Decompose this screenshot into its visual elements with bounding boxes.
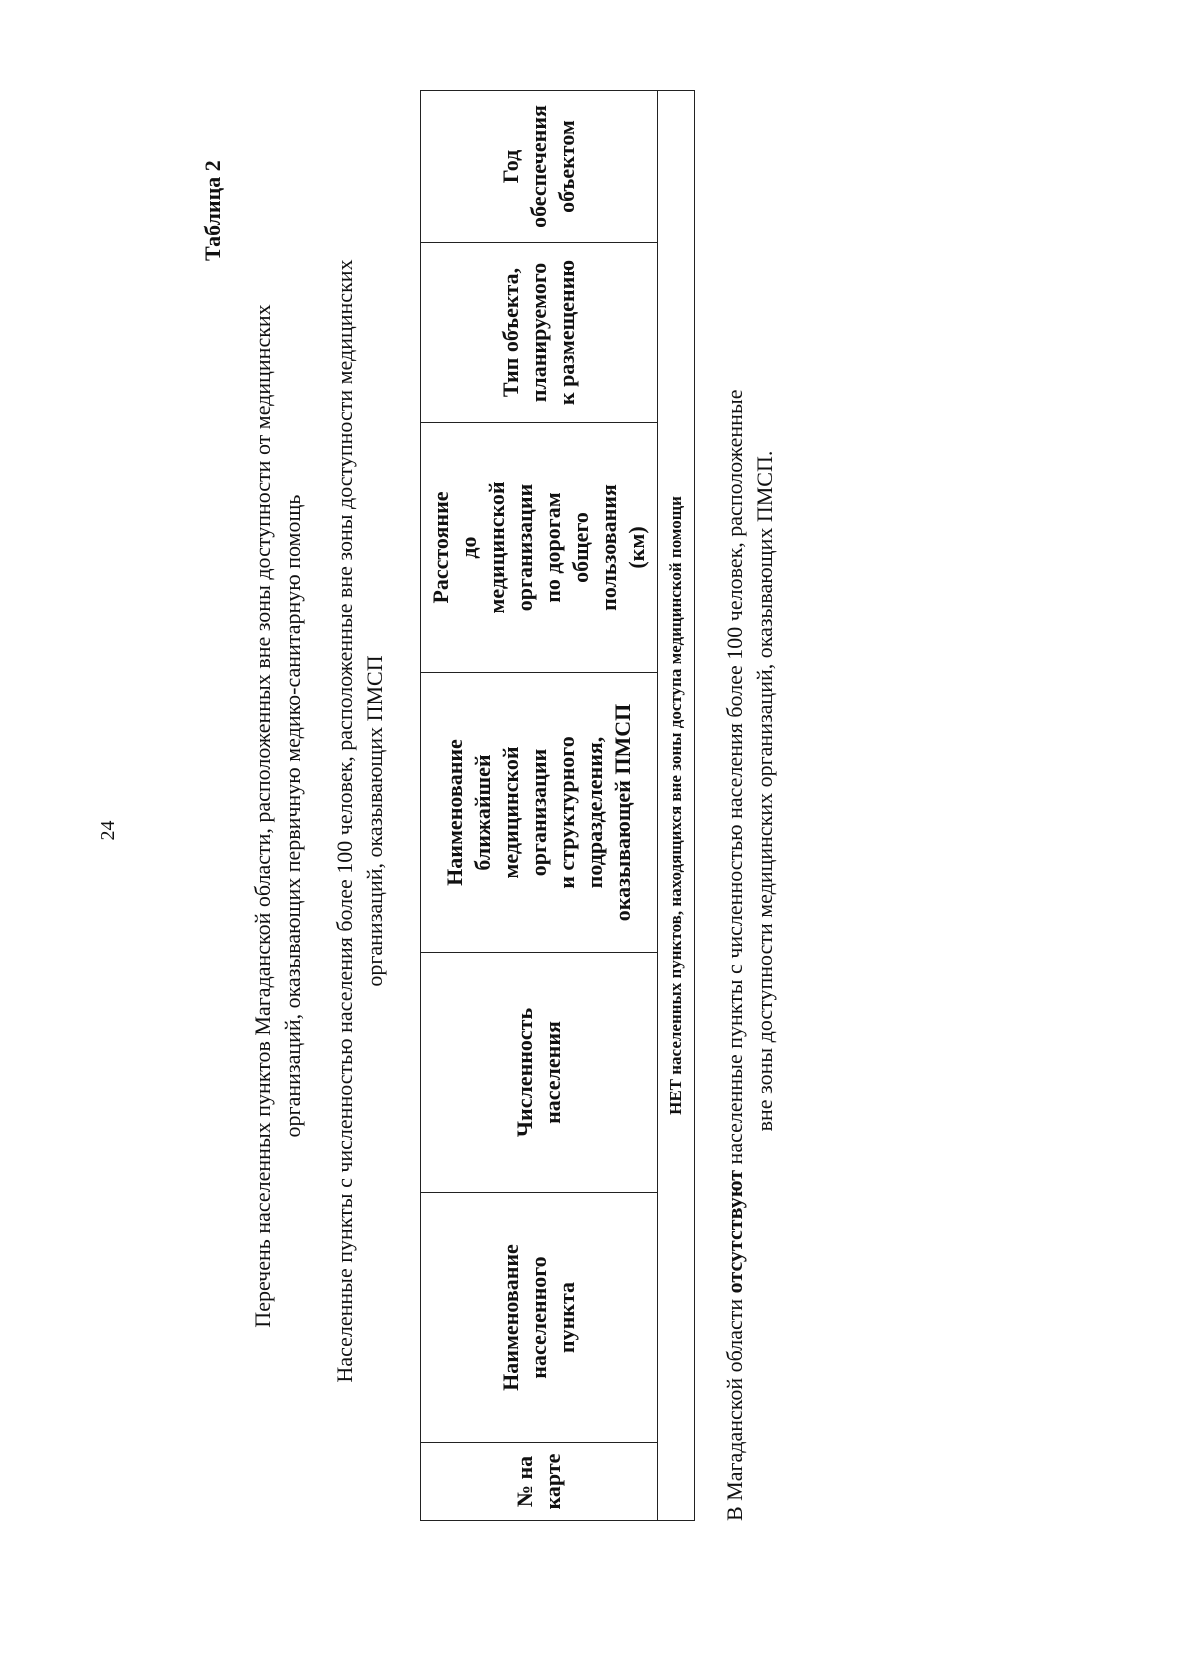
header-text: объектом (554, 120, 579, 213)
column-header-object-type (421, 243, 658, 423)
section-heading (330, 161, 390, 1481)
table-caption: Таблица 2 (200, 160, 225, 261)
footer-suffix: населенные пункты с численностью населения более 100 человек, расположенные (722, 389, 747, 1170)
header-text: планируемого (526, 262, 551, 403)
header-text: по дорогам (540, 492, 565, 603)
column-header-map-number (421, 1443, 658, 1521)
document-title (248, 216, 308, 1416)
header-text: ближайшей (470, 754, 495, 871)
header-text: Тип объекта, (498, 267, 523, 398)
header-text: подразделения, (582, 736, 607, 889)
header-text: и структурного (554, 736, 579, 889)
header-text: карте (540, 1453, 565, 1510)
header-text: Наименование (498, 1244, 523, 1391)
section-heading-line: организаций, оказывающих ПМСП (362, 655, 387, 987)
empty-row-text: населенных пунктов, находящихся вне зоны доступа медицинской помощи (666, 496, 685, 1079)
column-header-distance (421, 423, 658, 673)
header-text: до (456, 536, 481, 559)
column-header-nearest-organization (421, 673, 658, 953)
header-text: общего (568, 512, 593, 583)
column-header-population (421, 953, 658, 1193)
document-title-line: Перечень населенных пунктов Магаданской области, расположенных вне зоны доступности от медицинских (250, 304, 275, 1328)
footer-line-2: вне зоны доступности медицинских организаций, оказывающих ПМСП. (752, 450, 777, 1132)
section-heading-line: Населенные пункты с численностью населения более 100 человек, расположенные вне зоны доступности медицинских (332, 259, 357, 1383)
header-text: пункта (554, 1281, 579, 1354)
header-text: Расстояние (428, 491, 453, 604)
header-text: Численность (512, 1007, 537, 1138)
header-text: к размещению (554, 259, 579, 406)
header-text: оказывающей ПМСП (610, 703, 635, 922)
header-text: организации (526, 748, 551, 877)
header-text: (км) (624, 526, 649, 569)
header-text: населенного (526, 1256, 551, 1379)
header-text: Год (498, 149, 523, 184)
header-text: населения (540, 1021, 565, 1124)
document-title-line: организаций, оказывающих первичную медико-санитарную помощь (280, 494, 305, 1138)
footer-note (720, 61, 780, 1521)
empty-row-bold: НЕТ (666, 1078, 685, 1115)
header-text: Наименование (442, 739, 467, 886)
column-header-year (421, 91, 658, 243)
footer-bold: отсутствуют (722, 1169, 747, 1294)
header-text: медицинской (498, 746, 523, 879)
header-text: обеспечения (526, 105, 551, 228)
header-text: организации (512, 483, 537, 612)
column-header-settlement-name (421, 1193, 658, 1443)
page-number: 24 (97, 820, 119, 841)
header-text: пользования (596, 484, 621, 611)
table-empty-row-cell (658, 91, 695, 1521)
header-text: № на (512, 1455, 537, 1508)
settlements-table (420, 90, 695, 1521)
footer-prefix: В Магаданской области (722, 1293, 747, 1521)
header-text: медицинской (484, 481, 509, 614)
table-header-row (421, 91, 658, 1521)
table-row (658, 91, 695, 1521)
